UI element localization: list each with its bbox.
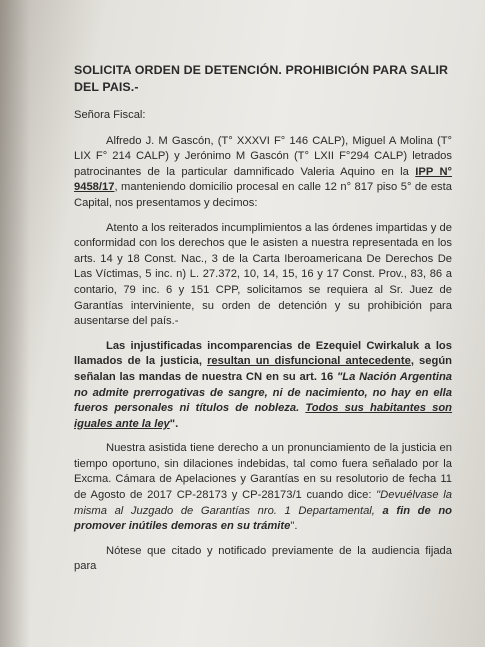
- p3-quote: "La Nación Argentina no admite prerrogativas de sangre, ni de nacimiento, no hay en ella fueros personales ni títulos de nobleza.: [74, 370, 452, 415]
- paragraph-4: [74, 441, 452, 535]
- p3-underlined: resultan un disfuncional antecedente: [207, 355, 411, 368]
- p3-text: Las injustificadas incomparencias de Ezequiel Cwirkaluk a los llamados de la justicia,: [74, 339, 452, 368]
- p3-quote-underlined: Todos sus habitantes son iguales ante la ley: [74, 402, 452, 430]
- document-body: [74, 62, 452, 584]
- p4-quote-bold: a fin de no promover inútiles demoras en su trámite: [74, 504, 453, 533]
- ipp-number: IPP N° 9458/17: [74, 165, 452, 194]
- p4-end: ".: [290, 520, 298, 533]
- p4-text: Nuestra asistida tiene derecho a un pronunciamiento de la justicia en tiempo oportuno, sin dilaciones indebidas, tal como fuera señalado por la Excma. Cámara de Apelaciones y Garantías en su resolutorio de fecha 11 de Agosto de 2017 CP-28173 y CP-28173/1 cuando dice:: [74, 442, 452, 502]
- document-title: SOLICITA ORDEN DE DETENCIÓN. PROHIBICIÓN PARA SALIR DEL PAIS.-: [74, 63, 449, 94]
- greeting: Señora Fiscal:: [74, 109, 146, 121]
- page-shadow: [0, 0, 30, 647]
- p1-text: Alfredo J. M Gascón, (T° XXXVI F° 146 CALP), Miguel A Molina (T° LIX F° 214 CALP) y Jerónimo M Gascón (T° LXII F°294 CALP) letrados patrocinantes de la particular damnificado Valeria Aquino en la: [74, 134, 452, 178]
- p1-text-end: , manteniendo domicilio procesal en calle 12 n° 817 piso 5° de esta Capital, nos presentamos y decimos:: [74, 181, 452, 209]
- p3-end: ".: [169, 417, 179, 430]
- p4-quote: "Devuélvase la misma al Juzgado de Garantías nro. 1 Departamental,: [74, 489, 452, 517]
- paragraph-5: Nótese que citado y notificado previamente de la audiencia fijada para: [74, 544, 452, 573]
- paragraph-1: [74, 134, 452, 212]
- paragraph-2: Atento a los reiterados incumplimientos a las órdenes impartidas y de conformidad con los derechos que le asisten a nuestra representada en los arts. 14 y 18 Const. Nac., 3 de la Carta Iberoamericana De Derechos De Las Víctimas, 5 inc. n) L. 27.372, 10, 14, 15, 16 y 17 Const. Prov., 83, 86 a contario, 79 inc. 6 y 151 CPP, solicitamos se requiera al Sr. Juez de Garantías interviniente, su orden de detención y su prohibición para ausentarse del país.-: [74, 221, 452, 328]
- paragraph-3: [74, 339, 452, 433]
- p3-text-mid: , según señalan las mandas de nuestra CN en su art. 16: [74, 355, 452, 383]
